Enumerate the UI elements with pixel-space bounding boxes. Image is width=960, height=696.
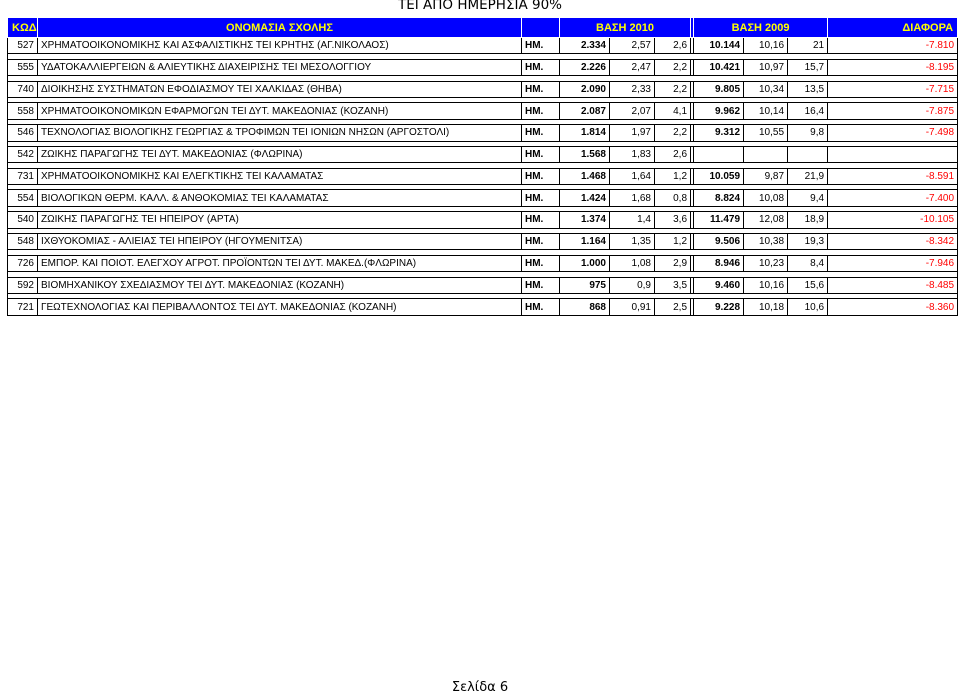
exam-type-cell: ΗΜ.	[522, 168, 560, 184]
school-code-cell: 548	[8, 234, 38, 250]
table-row	[8, 38, 958, 54]
exam-type-cell: ΗΜ.	[522, 125, 560, 141]
base-2010-cell: 1.568	[560, 146, 610, 162]
value-2010-a-cell: 1,08	[610, 255, 655, 271]
table-row	[8, 190, 958, 206]
school-name-cell: ΒΙΟΜΗΧΑΝΙΚΟΥ ΣΧΕΔΙΑΣΜΟΥ ΤΕΙ ΔΥΤ. ΜΑΚΕΔΟΝΙΑΣ (ΚΟΖΑΝΗ)	[38, 277, 522, 293]
table-row	[8, 168, 958, 184]
header-school: ΟΝΟΜΑΣΙΑ ΣΧΟΛΗΣ	[38, 18, 522, 38]
value-2010-a-cell: 2,33	[610, 81, 655, 97]
school-code-cell: 555	[8, 59, 38, 75]
value-2010-a-cell: 2,47	[610, 59, 655, 75]
difference-cell: -8.485	[828, 277, 958, 293]
table-row	[8, 146, 958, 162]
difference-cell: -7.715	[828, 81, 958, 97]
table-row	[8, 59, 958, 75]
value-2010-b-cell: 2,6	[655, 146, 691, 162]
exam-type-cell: ΗΜ.	[522, 59, 560, 75]
school-code-cell: 740	[8, 81, 38, 97]
exam-type-cell: ΗΜ.	[522, 103, 560, 119]
exam-type-cell: ΗΜ.	[522, 234, 560, 250]
value-2009-a-cell: 10,97	[744, 59, 788, 75]
school-code-cell: 546	[8, 125, 38, 141]
header-row	[8, 18, 958, 38]
table-row	[8, 212, 958, 228]
value-2009-b-cell: 19,3	[788, 234, 828, 250]
difference-cell: -8.195	[828, 59, 958, 75]
base-2010-cell: 2.334	[560, 38, 610, 54]
header-code: ΚΩΔ	[8, 18, 38, 38]
value-2010-a-cell: 1,64	[610, 168, 655, 184]
school-name-cell: ΓΕΩΤΕΧΝΟΛΟΓΙΑΣ ΚΑΙ ΠΕΡΙΒΑΛΛΟΝΤΟΣ ΤΕΙ ΔΥΤ. ΜΑΚΕΔΟΝΙΑΣ (ΚΟΖΑΝΗ)	[38, 299, 522, 315]
table-row	[8, 103, 958, 119]
header-diff: ΔΙΑΦΟΡΑ	[828, 18, 958, 38]
base-2009-cell: 9.460	[694, 277, 744, 293]
difference-cell: -10.105	[828, 212, 958, 228]
value-2010-b-cell: 3,6	[655, 212, 691, 228]
base-2009-cell: 10.059	[694, 168, 744, 184]
value-2009-b-cell: 15,6	[788, 277, 828, 293]
value-2010-a-cell: 0,91	[610, 299, 655, 315]
value-2009-b-cell: 15,7	[788, 59, 828, 75]
base-2010-cell: 868	[560, 299, 610, 315]
value-2010-a-cell: 1,68	[610, 190, 655, 206]
base-2009-cell: 8.946	[694, 255, 744, 271]
value-2010-a-cell: 0,9	[610, 277, 655, 293]
value-2009-a-cell: 10,16	[744, 38, 788, 54]
base-2009-cell	[694, 146, 744, 162]
value-2009-b-cell: 16,4	[788, 103, 828, 119]
school-name-cell: ΕΜΠΟΡ. ΚΑΙ ΠΟΙΟΤ. ΕΛΕΓΧΟΥ ΑΓΡΟΤ. ΠΡΟΪΟΝΤΩΝ ΤΕΙ ΔΥΤ. ΜΑΚΕΔ.(ΦΛΩΡΙΝΑ)	[38, 255, 522, 271]
value-2009-a-cell: 9,87	[744, 168, 788, 184]
difference-cell: -8.342	[828, 234, 958, 250]
base-2010-cell: 2.087	[560, 103, 610, 119]
school-code-cell: 726	[8, 255, 38, 271]
header-base-2009: ΒΑΣΗ 2009	[694, 18, 828, 38]
value-2010-b-cell: 4,1	[655, 103, 691, 119]
value-2009-b-cell	[788, 146, 828, 162]
value-2010-a-cell: 1,97	[610, 125, 655, 141]
difference-cell: -7.400	[828, 190, 958, 206]
base-2010-cell: 2.090	[560, 81, 610, 97]
value-2009-b-cell: 18,9	[788, 212, 828, 228]
school-code-cell: 731	[8, 168, 38, 184]
school-name-cell: ΧΡΗΜΑΤΟΟΙΚΟΝΟΜΙΚΩΝ ΕΦΑΡΜΟΓΩΝ ΤΕΙ ΔΥΤ. ΜΑΚΕΔΟΝΙΑΣ (ΚΟΖΑΝΗ)	[38, 103, 522, 119]
value-2009-b-cell: 21	[788, 38, 828, 54]
base-2009-cell: 9.805	[694, 81, 744, 97]
base-2009-cell: 9.506	[694, 234, 744, 250]
value-2009-a-cell: 10,14	[744, 103, 788, 119]
value-2010-b-cell: 3,5	[655, 277, 691, 293]
school-name-cell: ΙΧΘΥΟΚΟΜΙΑΣ - ΑΛΙΕΙΑΣ ΤΕΙ ΗΠΕΙΡΟΥ (ΗΓΟΥΜΕΝΙΤΣΑ)	[38, 234, 522, 250]
value-2010-a-cell: 1,4	[610, 212, 655, 228]
base-2009-cell: 9.228	[694, 299, 744, 315]
exam-type-cell: ΗΜ.	[522, 212, 560, 228]
value-2009-a-cell: 10,38	[744, 234, 788, 250]
school-name-cell: ΤΕΧΝΟΛΟΓΙΑΣ ΒΙΟΛΟΓΙΚΗΣ ΓΕΩΡΓΙΑΣ & ΤΡΟΦΙΜΩΝ ΤΕΙ ΙΟΝΙΩΝ ΝΗΣΩΝ (ΑΡΓΟΣΤΟΛΙ)	[38, 125, 522, 141]
school-code-cell: 527	[8, 38, 38, 54]
table-row	[8, 81, 958, 97]
school-code-cell: 592	[8, 277, 38, 293]
exam-type-cell: ΗΜ.	[522, 277, 560, 293]
value-2010-b-cell: 1,2	[655, 168, 691, 184]
difference-cell: -7.875	[828, 103, 958, 119]
base-2010-cell: 1.424	[560, 190, 610, 206]
base-2009-cell: 11.479	[694, 212, 744, 228]
header-base-2010: ΒΑΣΗ 2010	[560, 18, 691, 38]
base-2010-cell: 1.374	[560, 212, 610, 228]
value-2010-a-cell: 1,83	[610, 146, 655, 162]
value-2010-a-cell: 2,57	[610, 38, 655, 54]
school-name-cell: ΖΩΙΚΗΣ ΠΑΡΑΓΩΓΗΣ ΤΕΙ ΔΥΤ. ΜΑΚΕΔΟΝΙΑΣ (ΦΛΩΡΙΝΑ)	[38, 146, 522, 162]
base-2009-cell: 8.824	[694, 190, 744, 206]
value-2009-a-cell: 10,55	[744, 125, 788, 141]
exam-type-cell: ΗΜ.	[522, 255, 560, 271]
table-row	[8, 234, 958, 250]
value-2009-a-cell: 10,34	[744, 81, 788, 97]
value-2010-b-cell: 2,6	[655, 38, 691, 54]
school-name-cell: ΧΡΗΜΑΤΟΟΙΚΟΝΟΜΙΚΗΣ ΚΑΙ ΕΛΕΓΚΤΙΚΗΣ ΤΕΙ ΚΑΛΑΜΑΤΑΣ	[38, 168, 522, 184]
school-name-cell: ΥΔΑΤΟΚΑΛΛΙΕΡΓΕΙΩΝ & ΑΛΙΕΥΤΙΚΗΣ ΔΙΑΧΕΙΡΙΣΗΣ ΤΕΙ ΜΕΣΟΛΟΓΓΙΟΥ	[38, 59, 522, 75]
school-name-cell: ΧΡΗΜΑΤΟΟΙΚΟΝΟΜΙΚΗΣ ΚΑΙ ΑΣΦΑΛΙΣΤΙΚΗΣ ΤΕΙ ΚΡΗΤΗΣ (ΑΓ.ΝΙΚΟΛΑΟΣ)	[38, 38, 522, 54]
school-code-cell: 554	[8, 190, 38, 206]
value-2009-b-cell: 13,5	[788, 81, 828, 97]
table-row	[8, 299, 958, 315]
exam-type-cell: ΗΜ.	[522, 81, 560, 97]
difference-cell: -8.591	[828, 168, 958, 184]
table-body	[8, 38, 958, 316]
header-type	[522, 18, 560, 38]
base-2010-cell: 1.164	[560, 234, 610, 250]
value-2010-b-cell: 2,2	[655, 125, 691, 141]
value-2009-a-cell: 10,23	[744, 255, 788, 271]
school-code-cell: 540	[8, 212, 38, 228]
value-2010-b-cell: 2,5	[655, 299, 691, 315]
value-2010-a-cell: 2,07	[610, 103, 655, 119]
exam-type-cell: ΗΜ.	[522, 146, 560, 162]
value-2010-b-cell: 2,9	[655, 255, 691, 271]
base-2009-cell: 9.312	[694, 125, 744, 141]
value-2009-a-cell	[744, 146, 788, 162]
results-table	[7, 17, 958, 316]
value-2010-b-cell: 0,8	[655, 190, 691, 206]
value-2009-a-cell: 10,08	[744, 190, 788, 206]
base-2010-cell: 1.468	[560, 168, 610, 184]
page-title: ΤΕΙ ΑΠΟ ΗΜΕΡΗΣΙΑ 90%	[397, 0, 563, 13]
value-2009-b-cell: 9,8	[788, 125, 828, 141]
value-2009-b-cell: 8,4	[788, 255, 828, 271]
value-2009-b-cell: 21,9	[788, 168, 828, 184]
school-code-cell: 721	[8, 299, 38, 315]
base-2010-cell: 1.000	[560, 255, 610, 271]
base-2009-cell: 10.144	[694, 38, 744, 54]
base-2009-cell: 10.421	[694, 59, 744, 75]
difference-cell: -7.946	[828, 255, 958, 271]
exam-type-cell: ΗΜ.	[522, 299, 560, 315]
exam-type-cell: ΗΜ.	[522, 38, 560, 54]
table-row	[8, 277, 958, 293]
value-2010-b-cell: 2,2	[655, 59, 691, 75]
value-2010-a-cell: 1,35	[610, 234, 655, 250]
difference-cell: -7.498	[828, 125, 958, 141]
value-2010-b-cell: 2,2	[655, 81, 691, 97]
school-code-cell: 558	[8, 103, 38, 119]
base-2010-cell: 1.814	[560, 125, 610, 141]
base-2010-cell: 975	[560, 277, 610, 293]
page-number: Σελίδα 6	[451, 680, 509, 695]
school-name-cell: ΒΙΟΛΟΓΙΚΩΝ ΘΕΡΜ. ΚΑΛΛ. & ΑΝΘΟΚΟΜΙΑΣ ΤΕΙ ΚΑΛΑΜΑΤΑΣ	[38, 190, 522, 206]
difference-cell	[828, 146, 958, 162]
table-row	[8, 125, 958, 141]
value-2009-a-cell: 12,08	[744, 212, 788, 228]
value-2009-b-cell: 9,4	[788, 190, 828, 206]
base-2010-cell: 2.226	[560, 59, 610, 75]
school-code-cell: 542	[8, 146, 38, 162]
difference-cell: -7.810	[828, 38, 958, 54]
exam-type-cell: ΗΜ.	[522, 190, 560, 206]
value-2009-a-cell: 10,18	[744, 299, 788, 315]
value-2009-b-cell: 10,6	[788, 299, 828, 315]
school-name-cell: ΖΩΙΚΗΣ ΠΑΡΑΓΩΓΗΣ ΤΕΙ ΗΠΕΙΡΟΥ (ΑΡΤΑ)	[38, 212, 522, 228]
base-2009-cell: 9.962	[694, 103, 744, 119]
school-name-cell: ΔΙΟΙΚΗΣΗΣ ΣΥΣΤΗΜΑΤΩΝ ΕΦΟΔΙΑΣΜΟΥ ΤΕΙ ΧΑΛΚΙΔΑΣ (ΘΗΒΑ)	[38, 81, 522, 97]
table-row	[8, 255, 958, 271]
value-2009-a-cell: 10,16	[744, 277, 788, 293]
value-2010-b-cell: 1,2	[655, 234, 691, 250]
difference-cell: -8.360	[828, 299, 958, 315]
